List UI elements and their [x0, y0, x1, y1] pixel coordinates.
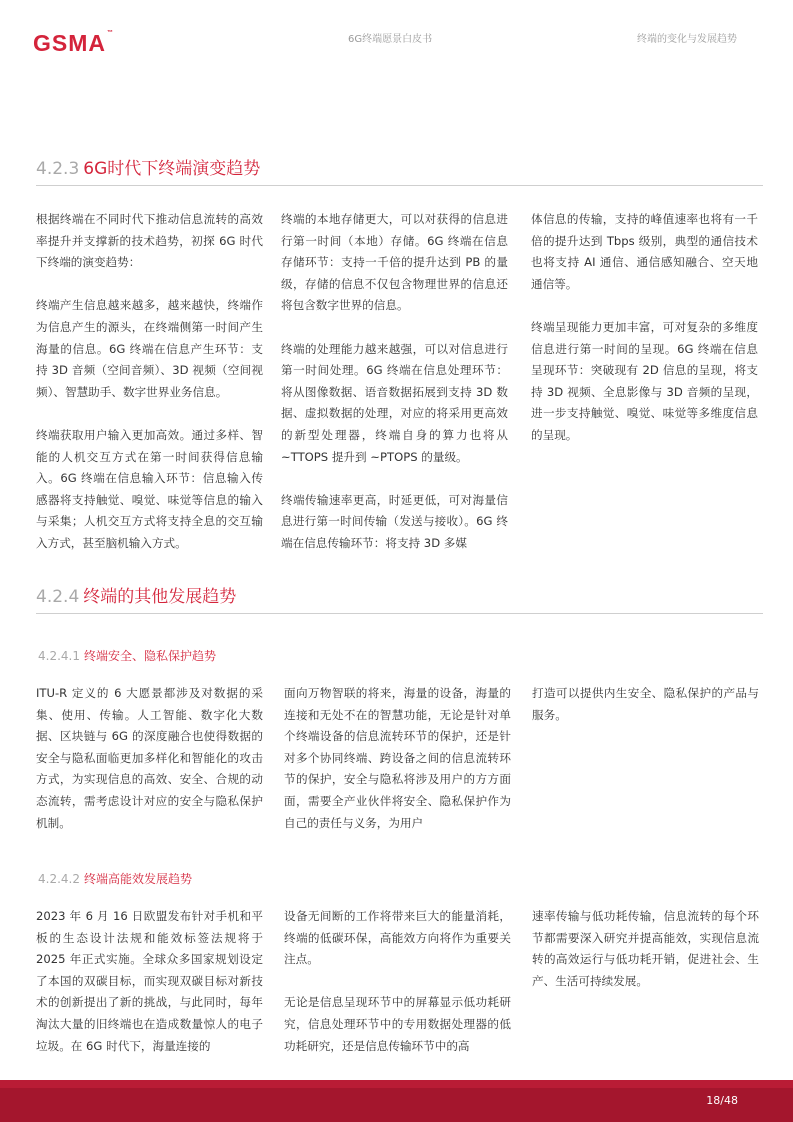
paragraph: 终端呈现能力更加丰富，可对复杂的多维度信息进行第一时间的呈现。6G 终端在信息呈现环节：突破现有 2D 信息的呈现，将支持 3D 视频、全息影像与 3D 音频的呈现，进一步支持触觉、嗅觉、味觉等多维度信息的呈现。 [531, 319, 758, 442]
text-column-3 [531, 209, 758, 447]
paragraph: 无论是信息呈现环节中的屏幕显示低功耗研究，信息处理环节中的专用数据处理器的低功耗研究，还是信息传输环节中的高 [284, 995, 511, 1053]
section-heading-4-2-3 [36, 154, 763, 186]
subsection-heading-4-2-4-1: 4.2.4.1 终端安全、隐私保护趋势 [38, 649, 216, 663]
text-column-3 [532, 683, 759, 726]
paragraph: 速率传输与低功耗传输，信息流转的每个环节都需要深入研究并提高能效，实现信息流转的高效运行与低功耗开销，促进社会、生产、生活可持续发展。 [532, 909, 759, 988]
section-heading-4-2-4 [36, 582, 763, 614]
text-column-2 [284, 906, 511, 1057]
paragraph: 终端传输速率更高，时延更低，可对海量信息进行第一时间传输（发送与接收）。6G 终端在信息传输环节：将支持 3D 多媒 [281, 492, 508, 550]
subsection-heading-4-2-4-2: 4.2.4.2 终端高能效发展趋势 [38, 872, 192, 886]
section-number: 4.2.4 [36, 587, 80, 607]
paragraph: 面向万物智联的将来，海量的设备，海量的连接和无处不在的智慧功能，无论是针对单个终端设备的信息流转环节的保护，还是针对多个协同终端、跨设备之间的信息流转环节的保护，安全与隐私将涉及用户的方方面面，需要全产业伙伴将安全、隐私保护作为自己的责任与义务，为用户 [284, 686, 511, 830]
text-column-1 [36, 906, 263, 1057]
gsma-logo: GSMA™ [33, 30, 113, 56]
paragraph: 终端的处理能力越来越强，可以对信息进行第一时间处理。6G 终端在信息处理环节：将从图像数据、语音数据拓展到支持 3D 数据、虚拟数据的处理，对应的将采用更高效的新型处理器，终端自身的算力也将从 ~TTOPS 提升到 ~PTOPS 的量级。 [281, 341, 508, 464]
page-number: 18/48 [706, 1094, 738, 1107]
section-title: 6G时代下终端演变趋势 [83, 159, 261, 179]
paragraph: 体信息的传输，支持的峰值速率也将有一千倍的提升达到 Tbps 级别，典型的通信技术也将支持 AI 通信、通信感知融合、空天地通信等。 [531, 212, 758, 291]
page-header [0, 0, 793, 70]
paragraph: 设备无间断的工作将带来巨大的能量消耗，终端的低碳环保，高能效方向将作为重要关注点。 [284, 909, 511, 967]
document-title: 6G终端愿景白皮书 [348, 34, 433, 45]
paragraph: 打造可以提供内生安全、隐私保护的产品与服务。 [532, 686, 759, 722]
paragraph: 根据终端在不同时代下推动信息流转的高效率提升并支撑新的技术趋势，初探 6G 时代下终端的演变趋势： [36, 212, 263, 270]
text-column-3 [532, 906, 759, 992]
paragraph: 2023 年 6 月 16 日欧盟发布针对手机和平板的生态设计法规和能效标签法规将于 2025 年正式实施。全球众多国家规划设定了本国的双碳目标，而实现双碳目标对新技术的创新提出了新的挑战，与此同时，每年淘汰大量的旧终端也在造成数量惊人的电子垃圾。在 6G 时代下，海量连接的 [36, 909, 263, 1053]
paragraph: 终端的本地存储更大，可以对获得的信息进行第一时间（本地）存储。6G 终端在信息存储环节：支持一千倍的提升达到 PB 的量级，存储的信息不仅包含物理世界的信息还将包含数字世界的信息。 [281, 212, 508, 313]
text-column-2 [281, 209, 508, 555]
section-number: 4.2.3 [36, 159, 80, 179]
page-footer [0, 1080, 793, 1122]
section-title: 终端的其他发展趋势 [83, 587, 237, 607]
text-column-1 [36, 209, 263, 555]
text-column-2 [284, 683, 511, 834]
paragraph: ITU-R 定义的 6 大愿景都涉及对数据的采集、使用、传输。人工智能、数字化大数据、区块链与 6G 的深度融合也使得数据的安全与隐私面临更加多样化和智能化的攻击方式，为实现信息的高效、安全、合规的动态流转，需考虑设计对应的安全与隐私保护机制。 [36, 686, 263, 830]
paragraph: 终端产生信息越来越多，越来越快，终端作为信息产生的源头，在终端侧第一时间产生海量的信息。6G 终端在信息产生环节：支持 3D 音频（空间音频）、3D 视频（空间视频）、智慧助手、数字世界业务信息。 [36, 298, 263, 399]
chapter-title: 终端的变化与发展趋势 [637, 34, 737, 45]
footer-stripe [0, 1080, 793, 1088]
paragraph: 终端获取用户输入更加高效。通过多样、智能的人机交互方式在第一时间获得信息输入。6G 终端在信息输入环节：信息输入传感器将支持触觉、嗅觉、味觉等信息的输入与采集；人机交互方式将支持全息的交互输入方式，甚至脑机输入方式。 [36, 427, 263, 550]
text-column-1 [36, 683, 263, 834]
